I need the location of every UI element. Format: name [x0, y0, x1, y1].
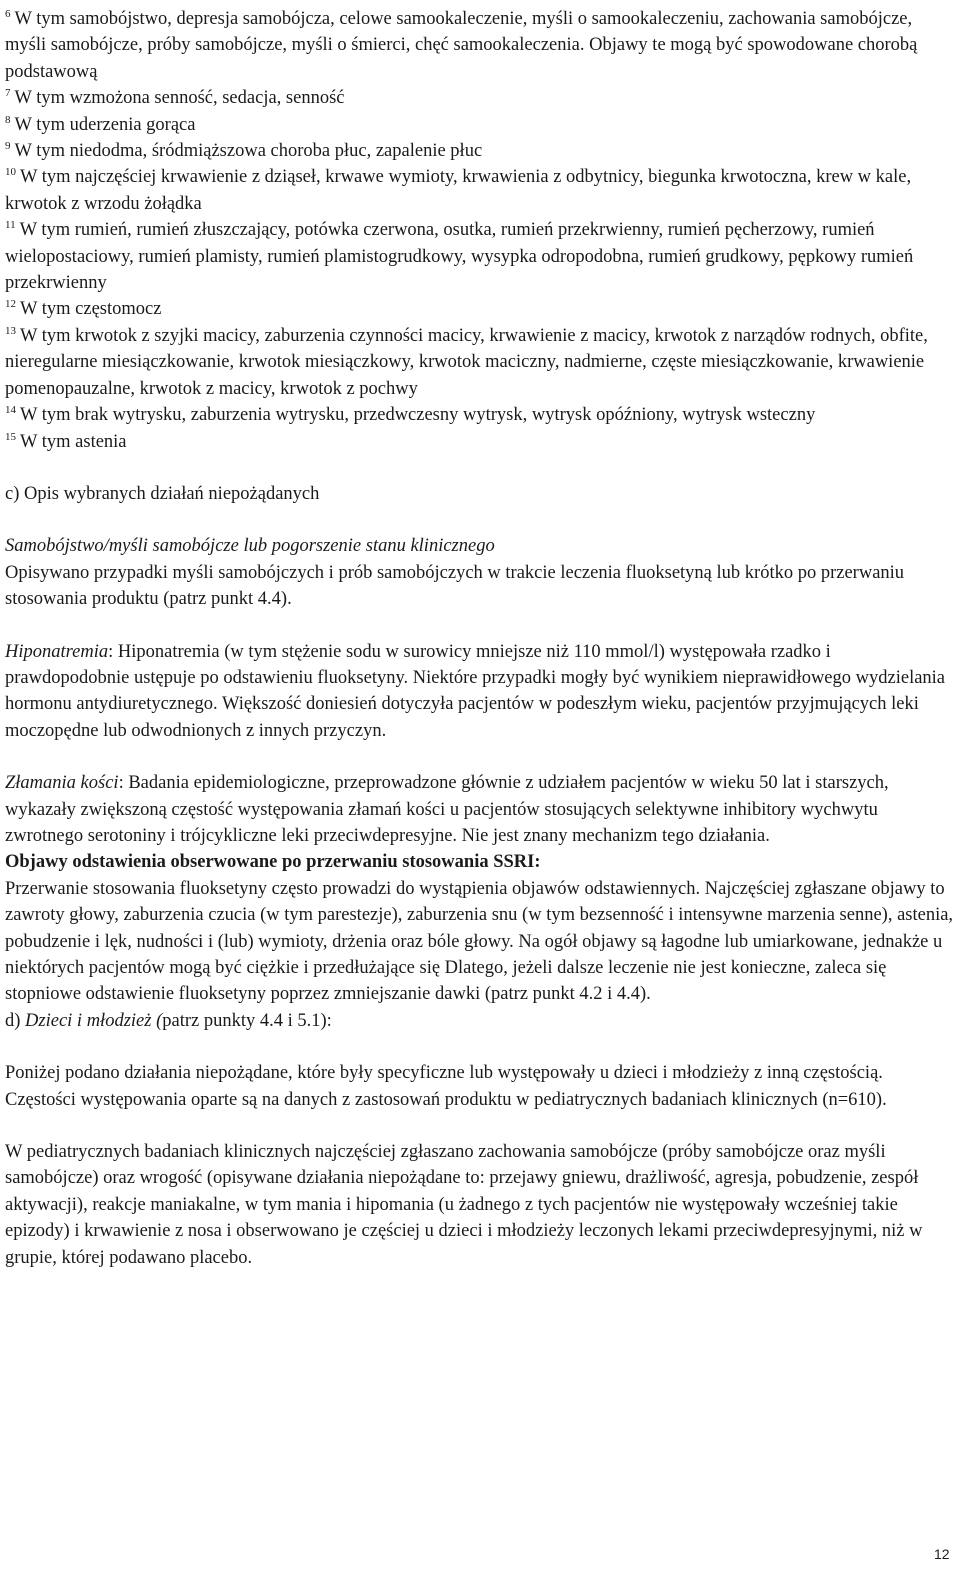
fractures-text: : Badania epidemiologiczne, przeprowadzone głównie z udziałem pacjentów w wieku 50 lat i starszych, wykazały zwiększoną częstość występowania złamań kości u pacjentów stosujących selektywne inhibitory wychwytu zwrotnego serotoniny i trójcykliczne leki przeciwdepresyjne. Nie jest znany mechanizm tego działania. [5, 773, 889, 846]
suicide-subheading: Samobójstwo/myśli samobójcze lub pogorszenie stanu klinicznego [5, 536, 495, 557]
footnote-12 [5, 296, 955, 322]
hyponatremia-text: : Hiponatremia (w tym stężenie sodu w surowicy mniejsze niż 110 mmol/l) występowała rzadko i prawdopodobnie ustępuje po odstawieniu fluoksetyny. Niektóre przypadki mogły być wynikiem nieprawidłowego wydzielania hormonu antydiuretycznego. Większość doniesień dotyczyła pacjentów w podeszłym wieku, pacjentów przyjmujących leki moczopędne lub odwodnionych z innych przyczyn. [5, 641, 946, 741]
footnote-14 [5, 402, 955, 428]
footnote-number: 7 [5, 87, 11, 100]
footnote-text: W tym samobójstwo, depresja samobójcza, celowe samookaleczenie, myśli o samookaleczeniu, zachowania samobójcze, myśli samobójcze, próby samobójcze, myśli o śmierci, chęć samookaleczenia. Objawy te mogą być spowodowane chorobą podstawową [5, 9, 918, 82]
footnote-6 [5, 6, 955, 85]
footnote-text: W tym wzmożona senność, sedacja, senność [14, 88, 345, 109]
section-d-heading [5, 1008, 955, 1034]
children-paragraph-2: W pediatrycznych badaniach klinicznych najczęściej zgłaszano zachowania samobójcze (próby samobójcze oraz myśli samobójcze) oraz wrogość (opisywane działania niepożądane to: przejawy gniewu, drażliwość, agresja, pobudzenie, zespół aktywacji), reakcje maniakalne, w tym mania i hipomania (u żadnego z tych pacjentów nie występowały wcześniej takie epizody) i krwawienie z nosa i obserwowano je częściej u dzieci i młodzieży leczonych lekami przeciwdepresyjnymi, niż w grupie, której podawano placebo. [5, 1142, 923, 1268]
footnote-number: 15 [5, 430, 16, 443]
hyponatremia-paragraph [5, 639, 955, 745]
fractures-label: Złamania kości [5, 773, 119, 794]
hyponatremia-label: Hiponatremia [5, 641, 109, 662]
document-page [5, 6, 955, 1271]
footnote-number: 12 [5, 298, 16, 311]
footnote-text: W tym najczęściej krwawienie z dziąseł, krwawe wymioty, krwawienia z odbytnicy, biegunka krwotoczna, krew w kale, krwotok z wrzodu żołądka [5, 167, 912, 214]
withdrawal-paragraph: Przerwanie stosowania fluoksetyny często prowadzi do wystąpienia objawów odstawiennych. Najczęściej zgłaszane objawy to zawroty głowy, zaburzenia czucia (w tym parestezje), zaburzenia snu (w tym bezsenność i intensywne marzenia senne), astenia, pobudzenie i lęk, nudności i (lub) wymioty, drżenia oraz bóle głowy. Na ogół objawy są łagodne lub umiarkowane, jednakże u niektórych pacjentów mogą być ciężkie i przedłużające się Dlatego, jeżeli dalsze leczenie nie jest konieczne, zaleca się stopniowe odstawienie fluoksetyny poprzez zmniejszanie dawki (patrz punkt 4.2 i 4.4). [5, 878, 954, 1005]
section-d-prefix: d) [5, 1010, 26, 1031]
footnote-9 [5, 138, 955, 164]
footnote-text: W tym częstomocz [20, 299, 162, 320]
footnote-text: W tym rumień, rumień złuszczający, potówka czerwona, osutka, rumień przekrwienny, rumień pęcherzowy, rumień wielopostaciowy, rumień plamisty, rumień plamistogrudkowy, wysypka odropodobna, rumień grudkowy, pępkowy rumień przekrwienny [5, 220, 914, 294]
page-number: 12 [934, 1546, 950, 1562]
footnote-8 [5, 112, 955, 138]
footnote-text: W tym brak wytrysku, zaburzenia wytrysku, przedwczesny wytrysk, wytrysk opóźniony, wytrysk wsteczny [20, 405, 816, 426]
fractures-paragraph [5, 770, 955, 849]
footnote-10 [5, 164, 955, 217]
footnote-7 [5, 85, 955, 111]
footnote-number: 13 [5, 324, 16, 337]
suicide-paragraph: Opisywano przypadki myśli samobójczych i prób samobójczych w trakcie leczenia fluoksetyną lub krótko po przerwaniu stosowania produktu (patrz punkt 4.4). [5, 562, 905, 610]
footnote-number: 8 [5, 113, 11, 126]
section-c-heading: c) Opis wybranych działań niepożądanych [5, 483, 320, 504]
footnote-text: W tym astenia [20, 431, 127, 452]
section-d-title: Dzieci i młodzież ( [25, 1010, 163, 1031]
footnote-number: 11 [5, 219, 16, 232]
footnote-number: 6 [5, 8, 11, 20]
footnote-13 [5, 323, 955, 402]
footnote-11 [5, 217, 955, 296]
section-d-ref: patrz punkty 4.4 i 5.1): [162, 1010, 332, 1031]
footnote-list [5, 6, 955, 455]
withdrawal-heading: Objawy odstawienia obserwowane po przerwaniu stosowania SSRI: [5, 852, 541, 873]
footnote-text: W tym niedodma, śródmiąższowa choroba płuc, zapalenie płuc [14, 141, 483, 162]
footnote-number: 9 [5, 140, 11, 153]
children-paragraph-1: Poniżej podano działania niepożądane, które były specyficzne lub występowały u dzieci i młodzieży z inną częstością. Częstości występowania oparte są na danych z zastosowań produktu w pediatrycznych badaniach klinicznych (n=610). [5, 1063, 887, 1110]
footnote-number: 10 [5, 166, 16, 179]
footnote-text: W tym uderzenia gorąca [14, 114, 196, 135]
footnote-text: W tym krwotok z szyjki macicy, zaburzenia czynności macicy, krwawienie z macicy, krwotok z narządów rodnych, obfite, nieregularne miesiączkowanie, krwotok miesiączkowy, krwotok maciczny, nadmierne, częste miesiączkowanie, krwawienie pomenopauzalne, krwotok z macicy, krwotok z pochwy [5, 325, 928, 399]
footnote-number: 14 [5, 404, 16, 417]
footnote-15 [5, 429, 955, 455]
